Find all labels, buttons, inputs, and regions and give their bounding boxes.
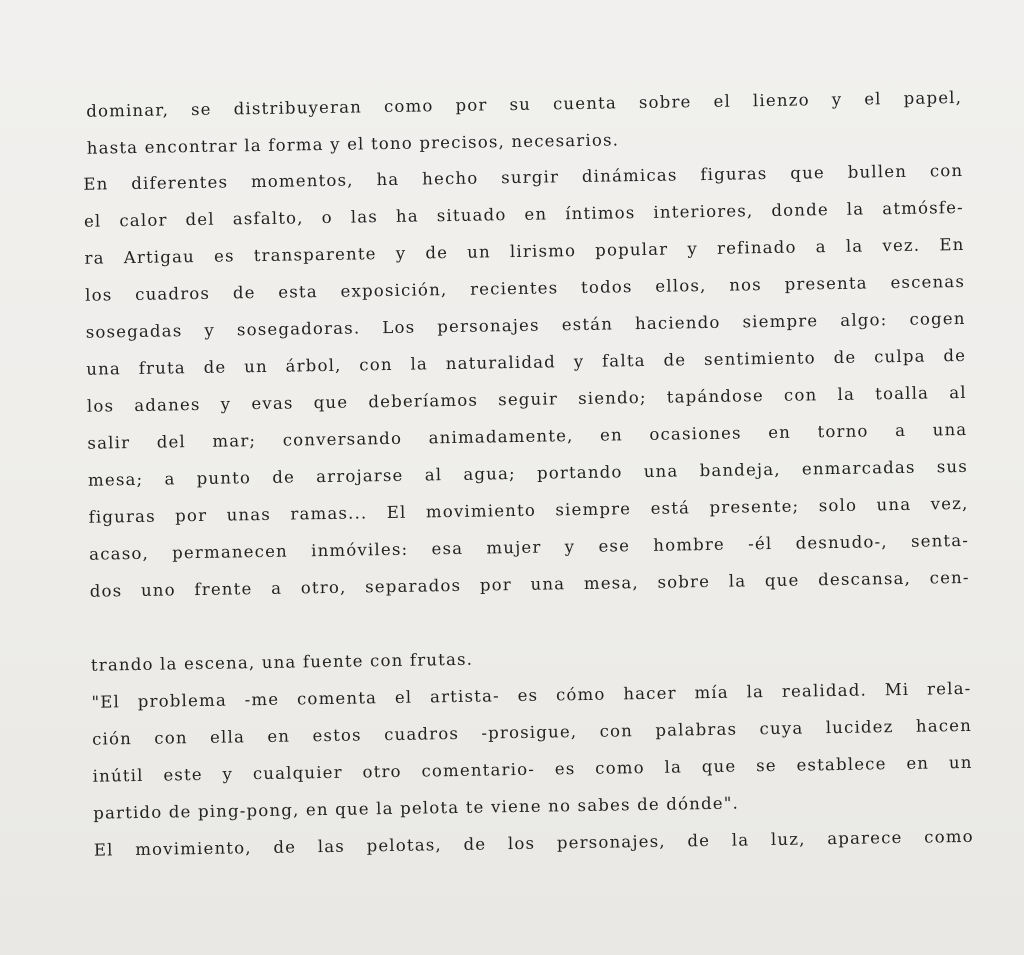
text-line: figuras por unas ramas... El movimiento siempre está presente; solo una vez, [88, 493, 969, 527]
text-line: mesa; a punto de arrojarse al agua; portando una bandeja, enmarcadas sus [87, 456, 969, 490]
body-text [68, 81, 980, 860]
text-line: trando la escena, una fuente con frutas. [90, 649, 474, 675]
text-line: dominar, se distribuyeran como por su cuenta sobre el lienzo y el papel, [86, 87, 963, 121]
text-line: inútil este y cualquier otro comentario- es como la que se establece en un [92, 752, 973, 786]
text-line: el calor del asfalto, o las ha situado en íntimos interiores, donde la atmósfe- [83, 197, 965, 231]
text-line: El movimiento, de las pelotas, de los personajes, de la luz, aparece como [93, 826, 974, 860]
text-line: acaso, permanecen inmóviles: esa mujer y ese hombre -él desnudo-, senta- [89, 530, 970, 564]
text-line: sosegadas y sosegadoras. Los personajes están haciendo siempre algo: cogen [85, 308, 966, 342]
text-line: los adanes y evas que deberíamos seguir siendo; tapándose con la toalla al [86, 382, 967, 416]
text-line: partido de ping-pong, en que la pelota te viene no sabes de dónde". [93, 793, 740, 823]
text-line: En diferentes momentos, ha hecho surgir dinámicas figuras que bullen con [83, 160, 964, 194]
text-line: salir del mar; conversando animadamente, en ocasiones en torno a una [87, 419, 968, 453]
text-line: los cuadros de esta exposición, recientes todos ellos, nos presenta escenas [84, 271, 966, 305]
text-line: ción con ella en estos cuadros -prosigue, con palabras cuya lucidez hacen [91, 715, 973, 749]
text-line: "El problema -me comenta el artista- es cómo hacer mía la realidad. Mi rela- [91, 678, 972, 712]
text-line: una fruta de un árbol, con la naturalidad y falta de sentimiento de culpa de [86, 345, 967, 379]
text-line: hasta encontrar la forma y el tono precisos, necesarios. [86, 130, 620, 158]
text-line: ra Artigau es transparente y de un lirismo popular y refinado a la vez. En [84, 234, 965, 268]
text-line: dos uno frente a otro, separados por una mesa, sobre la que descansa, cen- [89, 567, 970, 601]
